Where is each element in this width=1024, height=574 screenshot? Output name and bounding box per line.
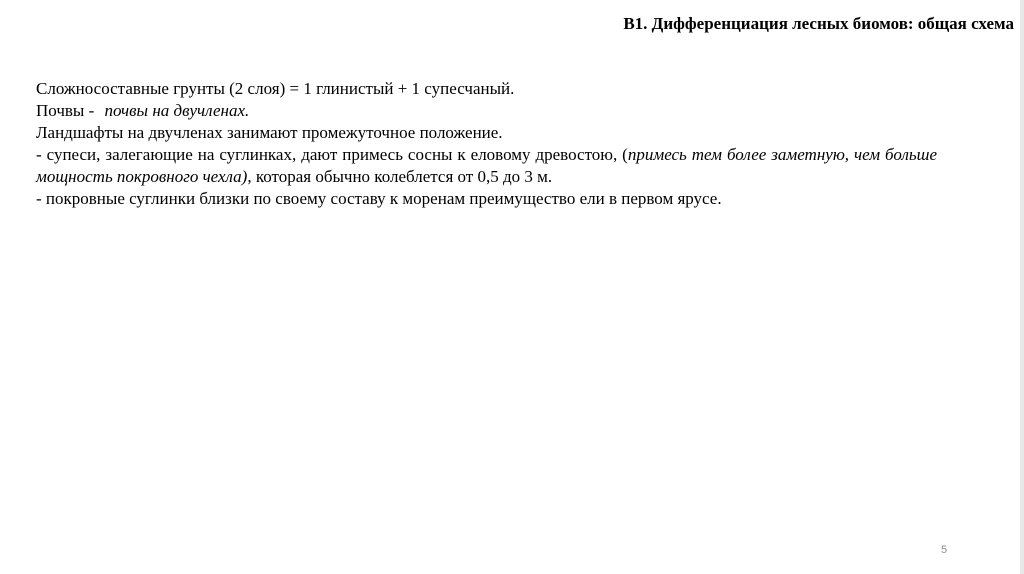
paragraph-start-text: - супеси, залегающие на суглинках, дают примесь сосны к еловому древостою, ( [36, 145, 628, 164]
right-edge-rule [1020, 0, 1024, 574]
paragraph-italic-text: примесь тем более заметную, чем больше мощность покровного чехла) [36, 145, 937, 186]
body-line-landscapes: Ландшафты на двучленах занимают промежуточное положение. [36, 123, 503, 142]
soils-italic-text: почвы на двучленах. [104, 101, 250, 120]
slide-title [623, 14, 1014, 34]
soils-label: Почвы - [36, 101, 99, 120]
slide-title-prefix: В1 [623, 14, 644, 33]
slide-body [36, 78, 937, 210]
body-line-soils-composition: Сложносоставные грунты (2 слоя) = 1 глинистый + 1 супесчаный. [36, 79, 515, 98]
body-line-soils-type [36, 100, 937, 122]
paragraph-end-text: , которая обычно колеблется от 0,5 до 3 м. [247, 167, 553, 186]
body-paragraph-sandy-loam [36, 144, 937, 188]
slide-title-text: . Дифференциация лесных биомов: общая схема [643, 14, 1014, 33]
slide-number: 5 [941, 544, 948, 556]
body-line-loams: - покровные суглинки близки по своему составу к моренам преимущество ели в первом ярусе. [36, 189, 722, 208]
